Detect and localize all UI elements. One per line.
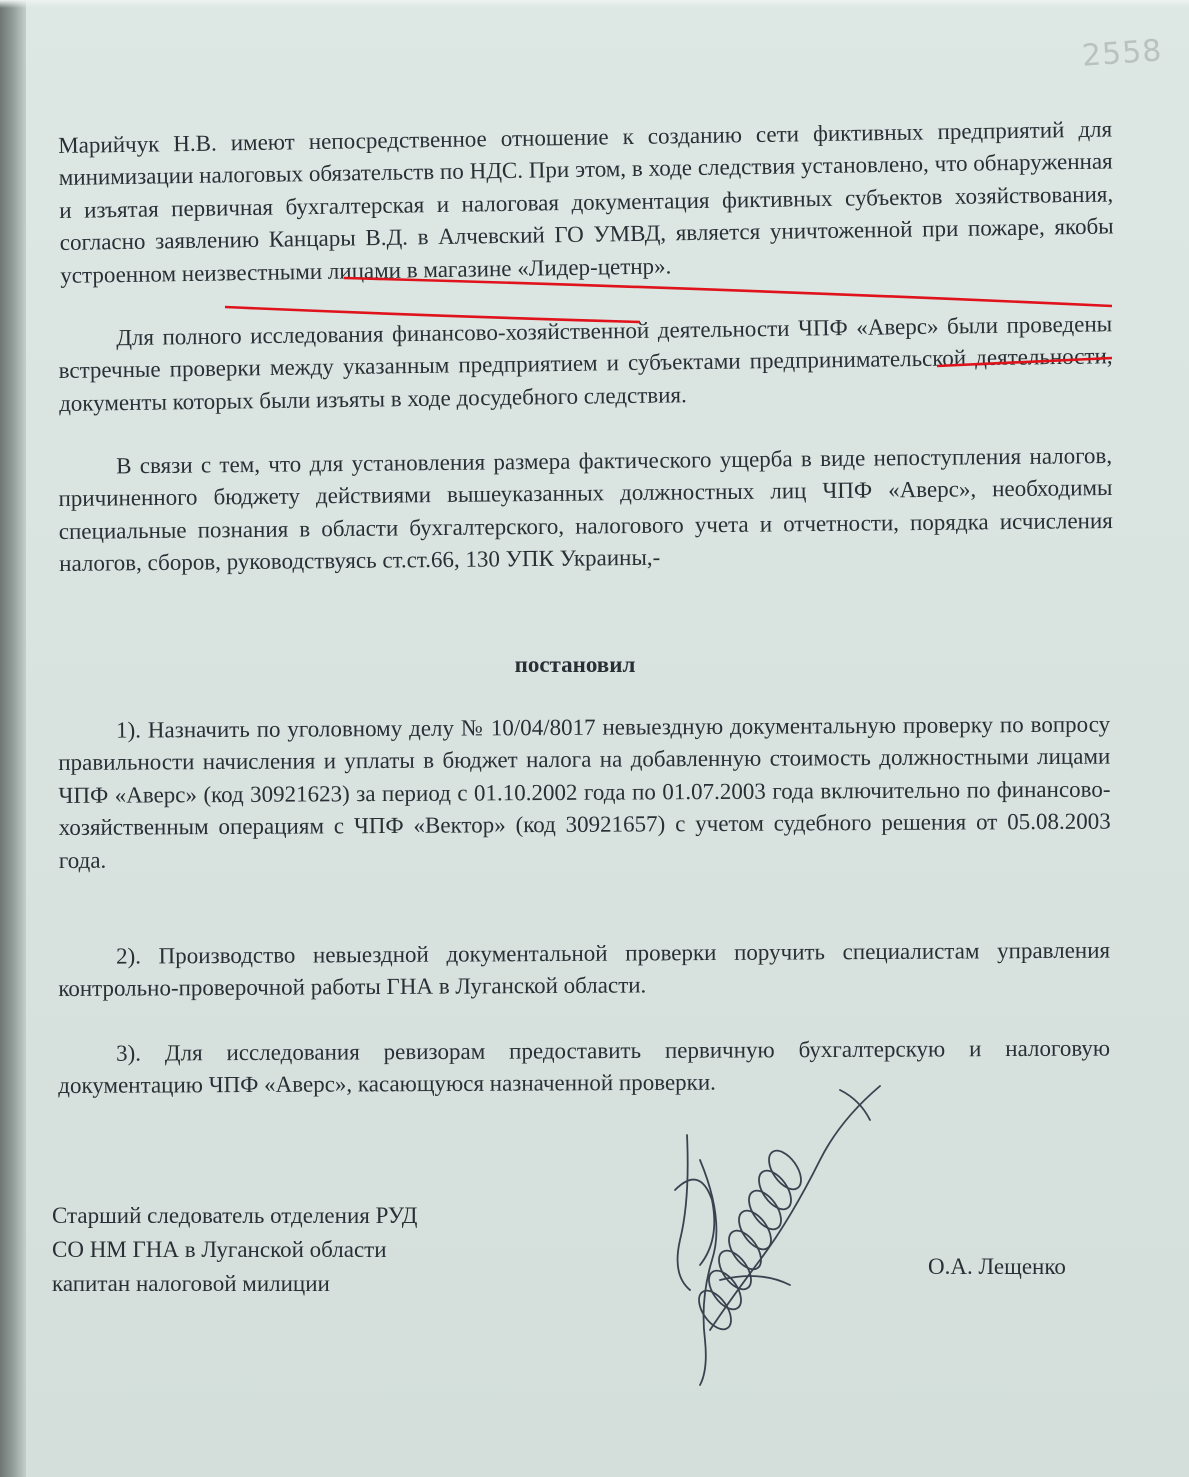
signatory-name: О.А. Лещенко	[928, 1254, 1066, 1279]
signatory-position-line-2: СО НМ ГНА в Луганской области	[52, 1237, 387, 1262]
resolution-item-3-text: 3). Для исследования ревизорам предоставить первичную бухгалтерскую и налоговую документацию ЧПФ «Аверс», касающуюся назначенной проверки.	[58, 1035, 1111, 1099]
paragraph-counter-checks-text: Для полного исследования финансово-хозяйственной деятельности ЧПФ «Аверс» были проведены встречные проверки между указанным предприятием и субъектами предпринимательской деятельности, документы которых были изъяты в ходе досудебного следствия.	[58, 311, 1113, 416]
resolution-heading: постановил	[514, 652, 636, 677]
resolution-item-2-text: 2). Производство невыездной документальной проверки поручить специалистам управления контрольно-проверочной работы ГНА в Луганской области.	[58, 937, 1111, 1002]
signatory-position-line-1: Старший следователь отделения РУД	[52, 1203, 418, 1228]
signatory-position-line-3: капитан налоговой милиции	[52, 1271, 330, 1296]
paragraph-continuation: Марийчук Н.В. имеют непосредственное отношение к созданию сети фиктивных предприятий для минимизации налоговых обязательств по НДС. При этом, в ходе следствия установлено, что обнаруженная и изъятая первичная бухгалтерская и налоговая документация фиктивных субъектов хозяйствования, согласно заявлению Канцары В.Д. в Алчевский ГО УМВД, является уничтоженной при пожаре, якобы устроенном неизвестными лицами в магазине «Лидер-цетнр».	[58, 116, 1114, 288]
folio-number: 2558	[1080, 33, 1164, 74]
resolution-item-1-text: 1). Назначить по уголовному делу № 10/04/8017 невыездную документальную проверку по вопросу правильности начисления и уплаты в бюджет налога на добавленную стоимость должностными лицами ЧПФ «Аверс» (код 30921623) за период с 01.10.2002 года по 01.07.2003 года включительно по финансово-хозяйственным операциям с ЧПФ «Вектор» (код 30921657) с учетом судебного решения от 05.08.2003 года.	[58, 711, 1111, 873]
paragraph-grounds-text: В связи с тем, что для установления размера фактического ущерба в виде непоступления налогов, причиненного бюджету действиями вышеуказанных должностных лиц ЧПФ «Аверс», необходимы специальные познания в области бухгалтерского, налогового учета и отчетности, порядка исчисления налогов, сборов, руководствуясь ст.ст.66, 130 УПК Украины,-	[58, 442, 1113, 577]
